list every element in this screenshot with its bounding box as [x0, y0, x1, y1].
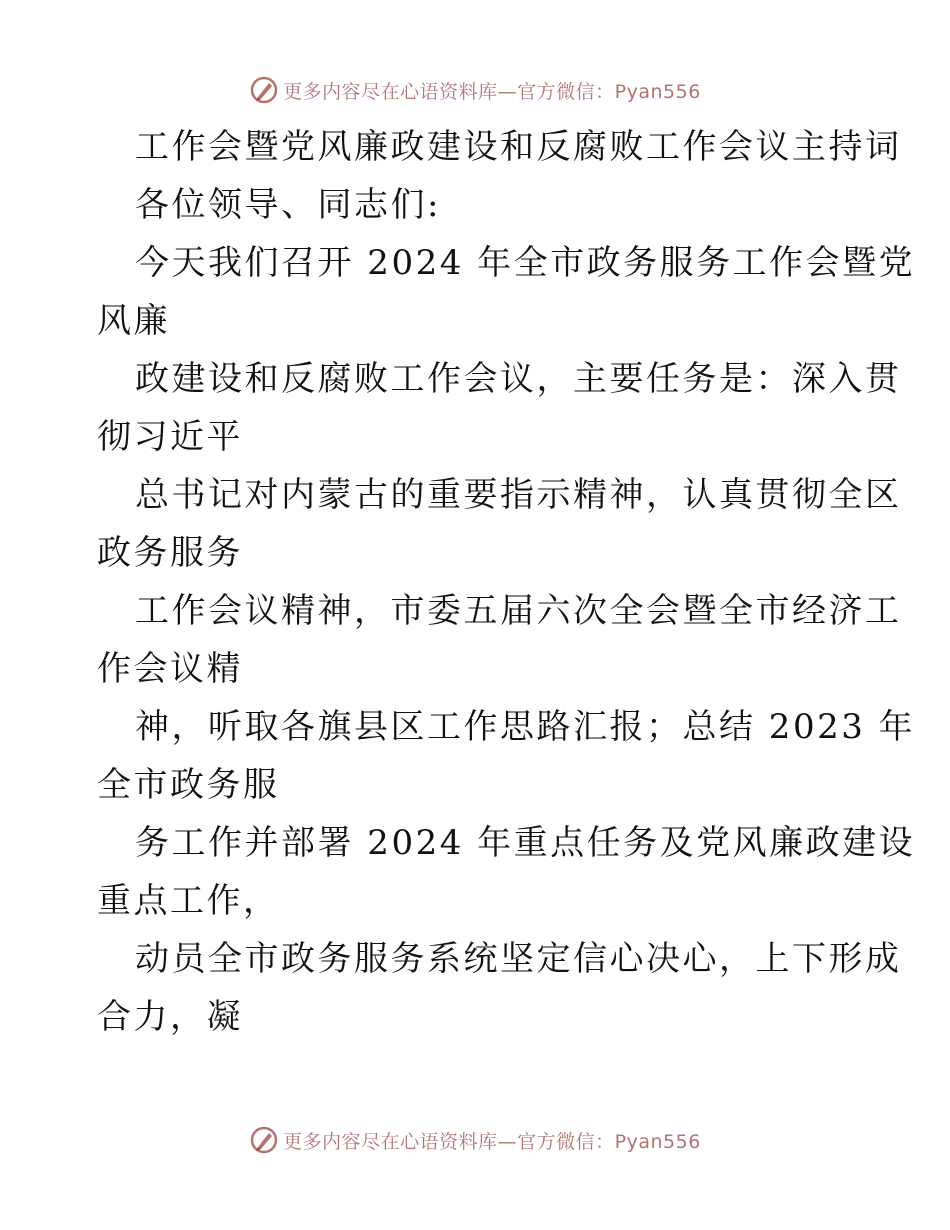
text-line: 今天我们召开 2024 年全市政务服务工作会暨党 — [135, 243, 916, 283]
text-line: 各位领导、同志们: — [135, 185, 441, 225]
text-line: 政建设和反腐败工作会议，主要任务是：深入贯 — [135, 359, 902, 399]
text-line: 合力，凝 — [97, 997, 243, 1037]
watermark-text: 更多内容尽在心语资料库—官方微信：Pyan556 — [283, 1130, 701, 1153]
text-line: 风廉 — [97, 301, 170, 341]
pen-logo-icon — [249, 1125, 279, 1155]
text-line: 总书记对内蒙古的重要指示精神，认真贯彻全区 — [135, 475, 902, 515]
text-line: 工作会议精神，市委五届六次全会暨全市经济工 — [135, 591, 902, 631]
footer-watermark — [0, 1120, 950, 1160]
text-line: 政务服务 — [97, 533, 243, 573]
pen-logo-icon — [249, 75, 279, 105]
watermark-text: 更多内容尽在心语资料库—官方微信：Pyan556 — [283, 80, 701, 103]
text-line: 工作会暨党风廉政建设和反腐败工作会议主持词 — [135, 127, 902, 167]
text-line: 彻习近平 — [97, 417, 243, 457]
text-line: 动员全市政务服务系统坚定信心决心，上下形成 — [135, 939, 902, 979]
text-line: 神，听取各旗县区工作思路汇报；总结 2023 年 — [135, 707, 916, 747]
text-line: 务工作并部署 2024 年重点任务及党风廉政建设 — [135, 823, 916, 863]
document-body — [97, 118, 916, 1046]
header-watermark — [0, 70, 950, 110]
text-line: 全市政务服 — [97, 765, 280, 805]
text-line: 作会议精 — [97, 649, 243, 689]
text-line: 重点工作， — [97, 881, 280, 921]
